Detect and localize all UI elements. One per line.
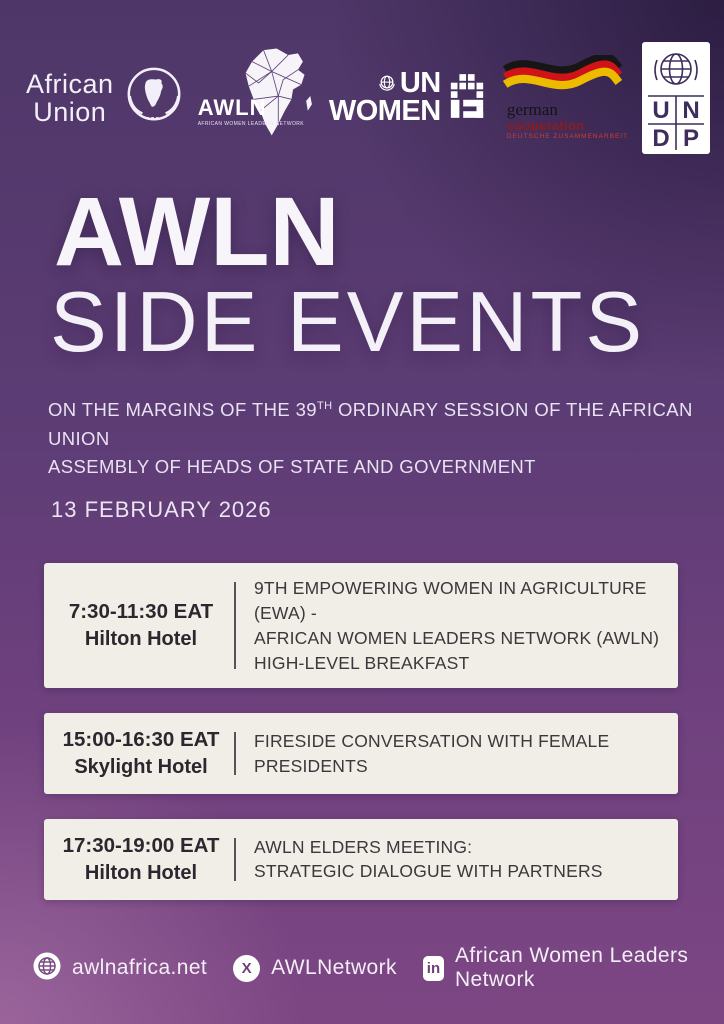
linkedin-icon: in [423, 956, 444, 981]
un-women-line2: WOMEN [328, 95, 441, 127]
website-url[interactable]: awlnafrica.net [72, 956, 208, 979]
african-union-logo [26, 65, 185, 132]
event-time-venue [62, 832, 234, 887]
event-venue: Hilton Hotel [84, 628, 198, 651]
cooperation-word: cooperation [506, 117, 585, 133]
undp-letter-p: P [682, 125, 699, 152]
awln-wordmark [198, 97, 304, 127]
footer-x-handle[interactable] [233, 955, 397, 982]
event-title-line: FIRESIDE CONVERSATION WITH FEMALE PRESIDENTS [254, 730, 610, 776]
event-card-breakfast [44, 563, 678, 688]
event-time-venue [62, 726, 234, 781]
awln-acronym: AWLN [197, 95, 267, 120]
footer-linkedin[interactable] [423, 944, 724, 992]
un-women-symbol-icon [448, 74, 486, 123]
event-venue: Hilton Hotel [84, 861, 198, 884]
event-card-fireside [44, 713, 678, 794]
subtitle-line2: ASSEMBLY OF HEADS OF STATE AND GOVERNMENT [48, 456, 536, 478]
event-title-line: STRATEGIC DIALOGUE WITH PARTNERS [254, 861, 603, 882]
x-icon: X [233, 955, 260, 982]
title-side-events: SIDE EVENTS [50, 275, 646, 371]
event-time: 17:30-19:00 EAT [62, 834, 220, 858]
event-time-venue [62, 576, 234, 675]
german-cooperation-wordmark [499, 101, 628, 141]
poster-title [50, 177, 646, 371]
african-union-line1: African [26, 68, 114, 99]
event-title-line: 9TH EMPOWERING WOMEN IN AGRICULTURE (EWA) - [254, 578, 647, 623]
event-date: 13 FEBRUARY 2026 [51, 497, 272, 522]
subtitle-ordinal-sup: TH [317, 399, 333, 412]
footer-website[interactable] [33, 952, 207, 985]
linkedin-name[interactable]: African Women Leaders Network [454, 944, 689, 991]
event-card-elders-meeting [44, 819, 678, 900]
un-women-line1: UN [399, 67, 441, 100]
event-title [236, 576, 660, 675]
event-venue: Skylight Hotel [74, 756, 208, 779]
undp-letter-n: N [682, 97, 700, 124]
event-schedule [44, 563, 678, 900]
undp-logo [642, 42, 710, 154]
african-union-line2: Union [33, 97, 107, 127]
event-title [236, 726, 660, 781]
event-title-line: HIGH-LEVEL BREAKFAST [254, 652, 470, 673]
x-handle[interactable]: AWLNetwork [271, 956, 397, 979]
event-time: 15:00-16:30 EAT [62, 728, 220, 752]
subtitle-line1-rest: ORDINARY SESSION OF THE AFRICAN UNION [48, 399, 693, 449]
awln-africa-mesh-icon [234, 45, 316, 143]
un-women-wordmark [328, 67, 441, 127]
event-title-line: AWLN ELDERS MEETING: [254, 836, 473, 857]
african-union-wordmark [26, 70, 114, 126]
event-title-line: AFRICAN WOMEN LEADERS NETWORK (AWLN) [254, 627, 660, 648]
deutsche-zusammenarbeit-word: DEUTSCHE ZUSAMMENARBEIT [506, 133, 629, 141]
german-cooperation-logo [499, 55, 629, 141]
undp-letter-d: D [652, 125, 670, 152]
event-title [236, 832, 660, 887]
african-union-emblem-icon [123, 65, 185, 132]
globe-icon [33, 952, 61, 985]
footer-contacts [33, 944, 724, 992]
awln-caption: AFRICAN WOMEN LEADERS NETWORK [197, 121, 305, 127]
event-time: 7:30-11:30 EAT [68, 600, 214, 624]
partner-logos-row [26, 34, 710, 162]
awln-logo [198, 43, 316, 153]
german-flag-ribbon-icon [499, 55, 625, 99]
german-word: german [506, 99, 558, 119]
poster-subtitle [48, 396, 698, 482]
undp-letter-u: U [652, 97, 670, 124]
un-emblem-icon [378, 70, 396, 98]
title-awln: AWLN [54, 177, 340, 286]
un-women-logo [328, 67, 486, 127]
subtitle-prefix: ON THE MARGINS OF THE 39 [48, 399, 317, 420]
